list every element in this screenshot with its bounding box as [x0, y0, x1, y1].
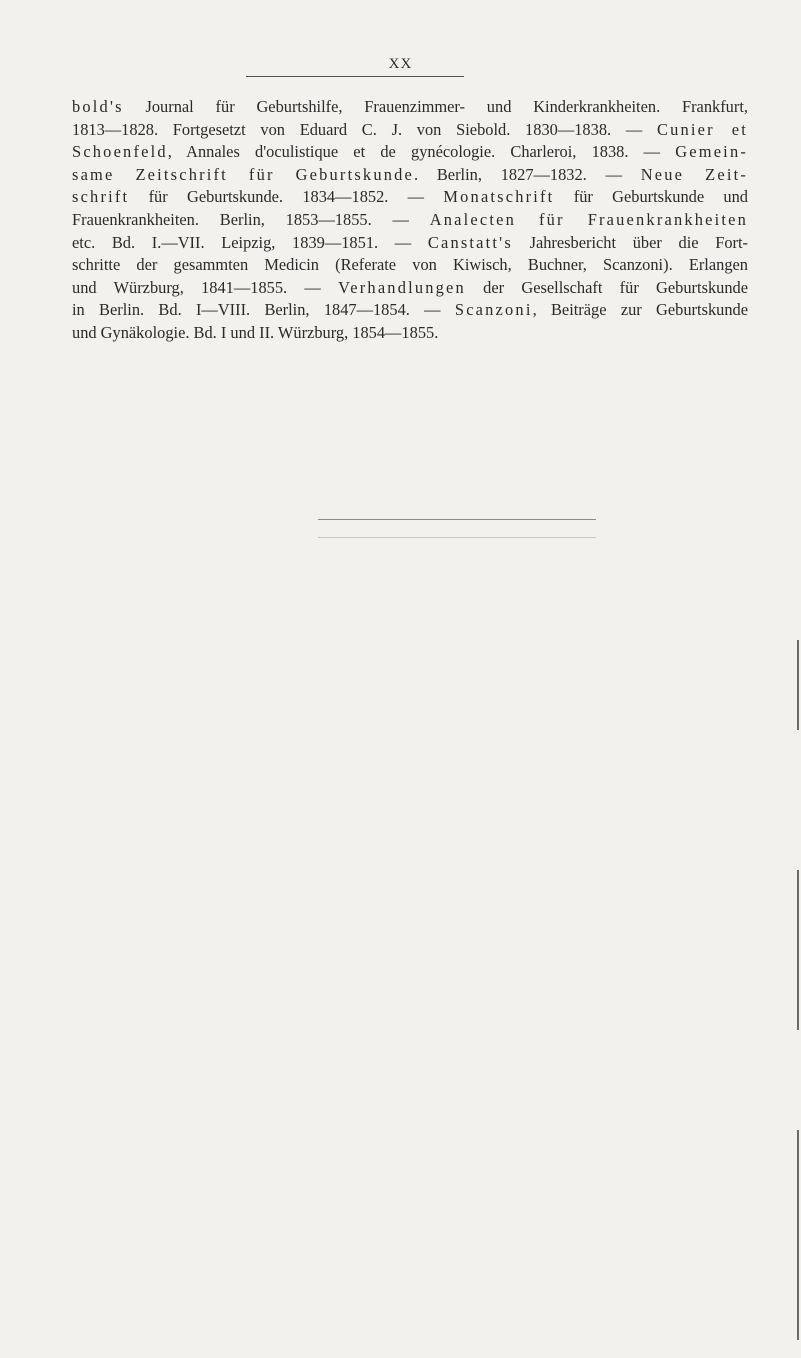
author-name: Scanzoni	[454, 300, 533, 320]
text-line-7: etc. Bd. I.—VII. Leipzig, 1839—1851. — Canstatt's Jahresbericht über die Fort-	[72, 232, 748, 252]
journal-title: Gemein-	[675, 142, 748, 162]
page-number: XX	[388, 56, 413, 72]
journal-title: same Zeitschrift für Geburtskunde	[72, 164, 414, 184]
text-line-8: schritte der gesammten Medicin (Referate von Kiwisch, Buchner, Scanzoni). Erlangen	[72, 255, 748, 275]
author-name: Canstatt's	[427, 232, 513, 252]
scan-edge-mark	[797, 640, 799, 730]
text-line-9: und Würzburg, 1841—1855. — Verhandlungen der Gesellschaft für Geburtskunde	[72, 277, 748, 297]
text-line-2: 1813—1828. Fortgesetzt von Eduard C. J. von Siebold. 1830—1838. — Cunier et	[72, 119, 748, 139]
journal-title: schrift	[72, 187, 130, 207]
author-name: Schoenfeld	[72, 142, 168, 162]
journal-title: Monatschrift	[443, 187, 555, 207]
text-line-4: same Zeitschrift für Geburtskunde. Berlin, 1827—1832. — Neue Zeit-	[72, 164, 748, 184]
journal-title: Verhandlungen	[338, 277, 466, 297]
footer-rule-faint	[318, 537, 596, 538]
scan-edge-mark	[797, 1130, 799, 1340]
header-rule	[246, 76, 464, 77]
scan-edge-mark	[797, 870, 799, 1030]
journal-title: Neue Zeit-	[640, 164, 748, 184]
author-name: Cunier et	[657, 119, 748, 139]
text-line-11: und Gynäkologie. Bd. I und II. Würzburg, 1854—1855.	[72, 322, 439, 342]
text-line-10: in Berlin. Bd. I—VIII. Berlin, 1847—1854. — Scanzoni, Beiträge zur Geburtskunde	[72, 300, 749, 320]
text-line-6: Frauenkrankheiten. Berlin, 1853—1855. — Analecten für Frauenkrankheiten	[72, 209, 748, 229]
text-line-1: bold's Journal für Geburtshilfe, Frauenzimmer- und Kinderkrankheiten. Frankfurt,	[72, 97, 748, 116]
text-line-3: Schoenfeld, Annales d'oculistique et de gynécologie. Charleroi, 1838. — Gemein-	[72, 142, 748, 162]
footer-rule	[318, 519, 596, 520]
journal-title: Analecten für Frauenkrankheiten	[429, 209, 748, 229]
bibliography-paragraph	[72, 96, 748, 345]
text-line-5: schrift für Geburtskunde. 1834—1852. — Monatschrift für Geburtskunde und	[72, 187, 748, 207]
author-name: bold's	[72, 97, 124, 116]
